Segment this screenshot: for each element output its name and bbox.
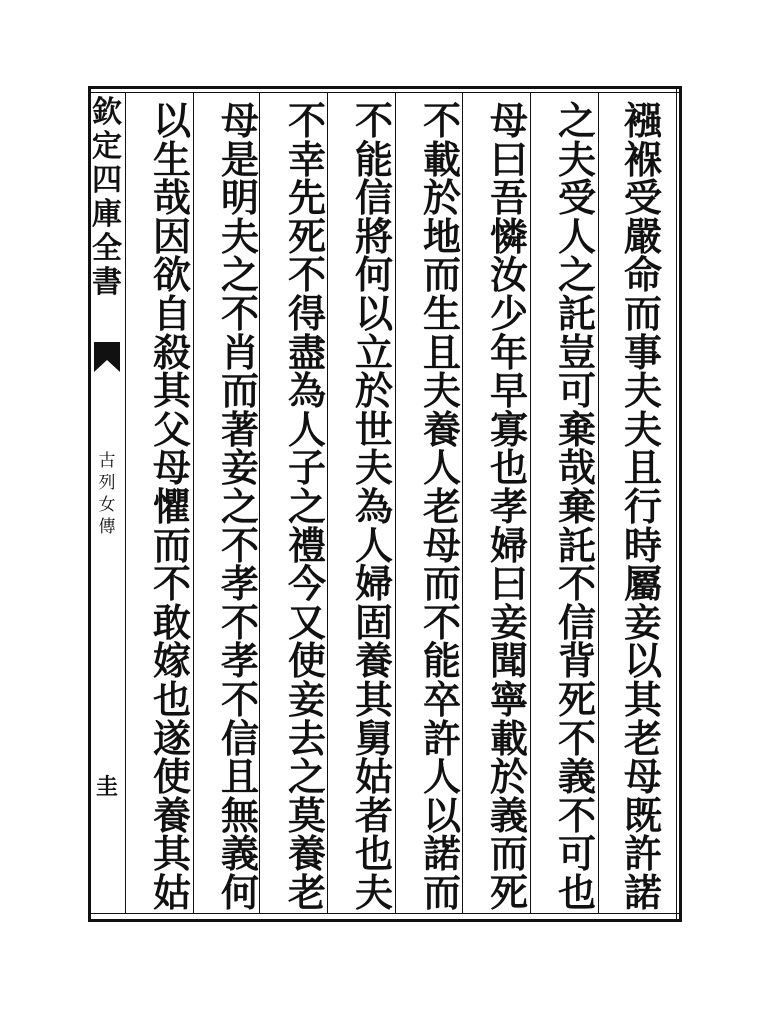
glyph: 養 — [287, 831, 326, 877]
glyph: 人 — [354, 522, 393, 568]
glyph: 其 — [623, 676, 662, 722]
glyph: 屬 — [623, 561, 662, 607]
column-divider — [125, 92, 126, 914]
glyph: 載 — [489, 715, 528, 761]
glyph: 傳 — [98, 517, 116, 537]
glyph: 又 — [287, 599, 326, 645]
glyph: 子 — [287, 445, 326, 491]
glyph: 哉 — [557, 445, 596, 491]
glyph: 於 — [422, 175, 461, 221]
glyph: 託 — [557, 290, 596, 336]
glyph: 禮 — [287, 522, 326, 568]
glyph: 不 — [220, 676, 259, 722]
glyph: 義 — [489, 792, 528, 838]
glyph: 可 — [557, 368, 596, 414]
glyph: 死 — [287, 213, 326, 259]
glyph: 之 — [557, 98, 596, 143]
glyph: 孝 — [220, 561, 259, 607]
glyph: 母 — [422, 522, 461, 568]
glyph: 信 — [220, 715, 259, 761]
glyph: 使 — [152, 754, 191, 800]
book-title — [92, 450, 122, 538]
text-column-6 — [276, 98, 338, 915]
glyph: 為 — [287, 368, 326, 414]
text-column-5 — [343, 98, 405, 915]
collection-title — [92, 96, 122, 300]
glyph: 可 — [557, 831, 596, 877]
text-column-4 — [411, 98, 473, 915]
glyph: 敢 — [152, 599, 191, 645]
glyph: 去 — [287, 715, 326, 761]
glyph: 吾 — [489, 175, 528, 221]
glyph: 受 — [623, 175, 662, 221]
glyph: 夫 — [354, 869, 393, 915]
glyph: 之 — [220, 483, 259, 529]
glyph: 託 — [557, 522, 596, 568]
glyph: 遂 — [152, 715, 191, 761]
glyph: 著 — [220, 406, 259, 452]
glyph: 四 — [92, 163, 122, 198]
glyph: 何 — [354, 252, 393, 298]
frame-top-rule — [88, 92, 682, 93]
glyph: 命 — [623, 252, 662, 298]
glyph: 母 — [152, 445, 191, 491]
glyph: 姑 — [152, 869, 191, 915]
glyph: 母 — [220, 98, 259, 143]
glyph: 莫 — [287, 792, 326, 838]
glyph: 事 — [623, 329, 662, 375]
glyph: 養 — [354, 638, 393, 684]
glyph: 婦 — [489, 522, 528, 568]
glyph: 其 — [152, 831, 191, 877]
glyph: 夫 — [354, 445, 393, 491]
glyph: 孝 — [220, 638, 259, 684]
glyph: 人 — [422, 445, 461, 491]
glyph: 養 — [422, 406, 461, 452]
glyph: 為 — [354, 483, 393, 529]
glyph: 肖 — [220, 329, 259, 375]
text-column-7 — [209, 98, 271, 915]
glyph: 而 — [152, 522, 191, 568]
glyph: 背 — [557, 638, 596, 684]
glyph: 哉 — [152, 175, 191, 221]
glyph: 之 — [287, 754, 326, 800]
glyph: 寡 — [489, 406, 528, 452]
glyph: 許 — [623, 831, 662, 877]
glyph: 夫 — [422, 368, 461, 414]
glyph: 女 — [98, 495, 116, 515]
glyph: 憐 — [489, 213, 528, 259]
glyph: 生 — [422, 290, 461, 336]
glyph: 妾 — [489, 599, 528, 645]
glyph: 幸 — [287, 136, 326, 182]
glyph: 之 — [557, 252, 596, 298]
glyph: 卒 — [422, 676, 461, 722]
glyph: 世 — [354, 406, 393, 452]
text-column-3 — [478, 98, 540, 915]
glyph: 夫 — [557, 136, 596, 182]
glyph: 信 — [557, 599, 596, 645]
glyph: 因 — [152, 213, 191, 259]
glyph: 死 — [557, 676, 596, 722]
glyph: 養 — [152, 792, 191, 838]
glyph: 老 — [287, 869, 326, 915]
text-column-2 — [546, 98, 608, 915]
glyph: 老 — [422, 483, 461, 529]
glyph: 先 — [287, 175, 326, 221]
glyph: 而 — [220, 368, 259, 414]
glyph: 之 — [220, 252, 259, 298]
glyph: 死 — [489, 869, 528, 915]
page-number: 圭 — [95, 774, 118, 800]
glyph: 將 — [354, 213, 393, 259]
glyph: 其 — [354, 676, 393, 722]
glyph: 而 — [489, 831, 528, 877]
glyph: 得 — [287, 290, 326, 336]
glyph: 人 — [557, 213, 596, 259]
glyph: 行 — [623, 483, 662, 529]
glyph: 也 — [152, 676, 191, 722]
glyph: 老 — [623, 715, 662, 761]
glyph: 明 — [220, 175, 259, 221]
glyph: 受 — [557, 175, 596, 221]
glyph: 能 — [354, 136, 393, 182]
glyph: 人 — [422, 754, 461, 800]
glyph: 以 — [152, 98, 191, 143]
glyph: 之 — [287, 483, 326, 529]
glyph: 是 — [220, 136, 259, 182]
glyph: 地 — [422, 213, 461, 259]
glyph: 殺 — [152, 329, 191, 375]
glyph: 既 — [623, 792, 662, 838]
glyph: 不 — [152, 561, 191, 607]
glyph: 其 — [152, 368, 191, 414]
glyph: 能 — [422, 638, 461, 684]
fish-tail-mark — [94, 342, 120, 372]
glyph: 年 — [489, 329, 528, 375]
glyph: 嚴 — [623, 213, 662, 259]
glyph: 欽 — [92, 95, 122, 130]
glyph: 載 — [422, 136, 461, 182]
text-column-1 — [612, 98, 674, 915]
glyph: 懼 — [152, 483, 191, 529]
glyph: 不 — [220, 522, 259, 568]
glyph: 何 — [220, 869, 259, 915]
glyph: 而 — [422, 869, 461, 915]
glyph: 棄 — [557, 406, 596, 452]
glyph: 列 — [98, 473, 116, 493]
text-column-8 — [141, 98, 203, 915]
frame-right-rule — [676, 86, 677, 922]
glyph: 不 — [557, 561, 596, 607]
glyph: 妾 — [220, 445, 259, 491]
glyph: 不 — [220, 599, 259, 645]
glyph: 棄 — [557, 483, 596, 529]
glyph: 聞 — [489, 638, 528, 684]
glyph: 古 — [98, 451, 116, 471]
glyph: 不 — [422, 599, 461, 645]
glyph: 盡 — [287, 329, 326, 375]
glyph: 夫 — [220, 213, 259, 259]
glyph: 婦 — [354, 561, 393, 607]
glyph: 曰 — [489, 561, 528, 607]
glyph: 全 — [92, 231, 122, 266]
glyph: 姑 — [354, 754, 393, 800]
glyph: 且 — [220, 754, 259, 800]
glyph: 曰 — [489, 136, 528, 182]
glyph: 信 — [354, 175, 393, 221]
glyph: 不 — [557, 715, 596, 761]
glyph: 早 — [489, 368, 528, 414]
glyph: 寧 — [489, 676, 528, 722]
glyph: 而 — [422, 561, 461, 607]
glyph: 以 — [354, 290, 393, 336]
glyph: 欲 — [152, 252, 191, 298]
glyph: 也 — [489, 445, 528, 491]
glyph: 自 — [152, 290, 191, 336]
glyph: 諾 — [623, 869, 662, 915]
glyph: 時 — [623, 522, 662, 568]
glyph: 且 — [422, 329, 461, 375]
glyph: 義 — [220, 831, 259, 877]
glyph: 庫 — [92, 197, 122, 232]
glyph: 而 — [623, 290, 662, 336]
glyph: 妾 — [623, 599, 662, 645]
glyph: 無 — [220, 792, 259, 838]
glyph: 使 — [287, 638, 326, 684]
glyph: 父 — [152, 406, 191, 452]
glyph: 定 — [92, 129, 122, 164]
glyph: 不 — [287, 252, 326, 298]
glyph: 不 — [557, 792, 596, 838]
glyph: 以 — [623, 638, 662, 684]
glyph: 不 — [287, 98, 326, 143]
glyph: 於 — [354, 368, 393, 414]
glyph: 夫 — [623, 406, 662, 452]
glyph: 今 — [287, 561, 326, 607]
glyph: 少 — [489, 290, 528, 336]
glyph: 汝 — [489, 252, 528, 298]
glyph: 許 — [422, 715, 461, 761]
glyph: 義 — [557, 754, 596, 800]
glyph: 者 — [354, 792, 393, 838]
glyph: 孝 — [489, 483, 528, 529]
glyph: 且 — [623, 445, 662, 491]
glyph: 母 — [489, 98, 528, 143]
glyph: 夫 — [623, 368, 662, 414]
glyph: 褓 — [623, 136, 662, 182]
glyph: 舅 — [354, 715, 393, 761]
glyph: 妾 — [287, 676, 326, 722]
glyph: 以 — [422, 792, 461, 838]
glyph: 也 — [354, 831, 393, 877]
glyph: 人 — [287, 406, 326, 452]
glyph: 而 — [422, 252, 461, 298]
glyph: 生 — [152, 136, 191, 182]
glyph: 襁 — [623, 98, 662, 143]
glyph: 不 — [422, 98, 461, 143]
glyph: 嫁 — [152, 638, 191, 684]
glyph: 母 — [623, 754, 662, 800]
page-margin — [92, 96, 122, 912]
glyph: 也 — [557, 869, 596, 915]
glyph: 立 — [354, 329, 393, 375]
glyph: 豈 — [557, 329, 596, 375]
glyph: 諾 — [422, 831, 461, 877]
glyph: 不 — [354, 98, 393, 143]
glyph: 書 — [92, 265, 122, 300]
glyph: 固 — [354, 599, 393, 645]
glyph: 於 — [489, 754, 528, 800]
glyph: 不 — [220, 290, 259, 336]
